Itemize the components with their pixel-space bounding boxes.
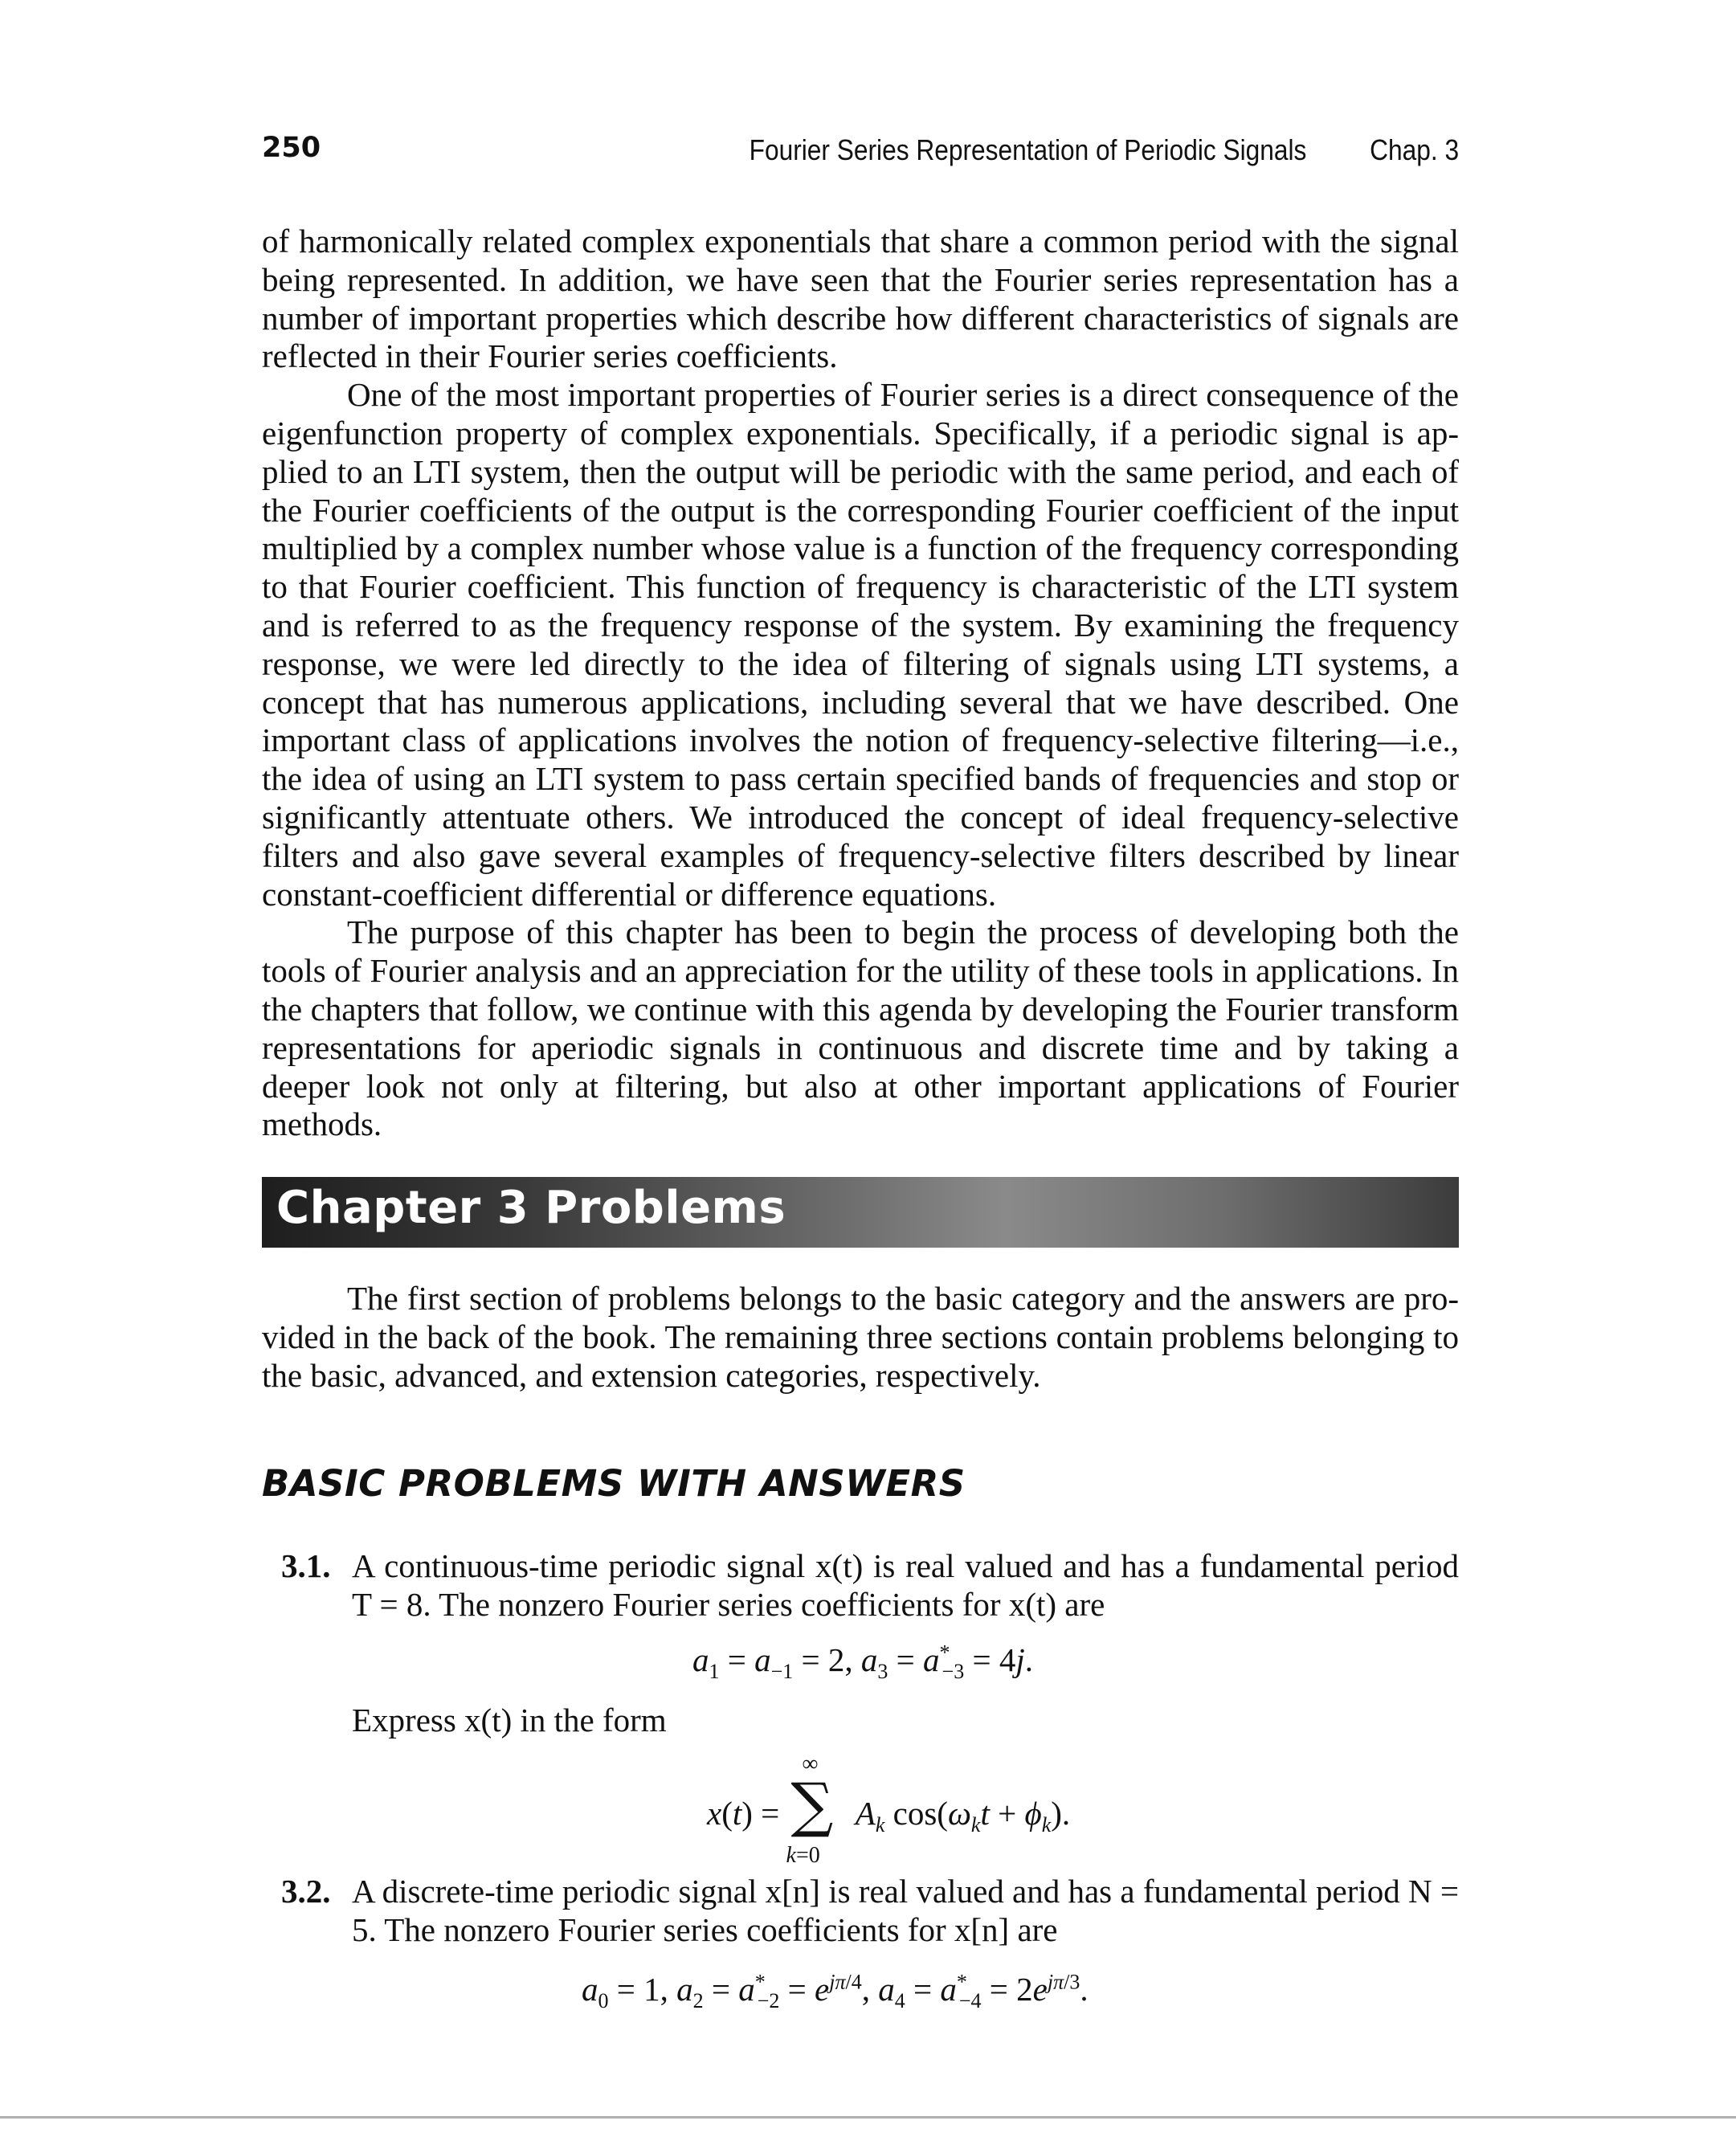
problem-3-1 [262,1547,1459,1624]
summary-text [262,223,1459,1144]
paragraph-1: of harmonically related complex exponentials that share a common period with the signal being represented. In addition, we have seen that the Fourier series representation has a number of important properties which describe how different characteristics of signals are reflected in their Fourier series coefficients. [262,223,1459,375]
problem-instruction: Express x(t) in the form [352,1702,667,1739]
problem-number: 3.2. [281,1873,331,1910]
running-chapter: Chap. 3 [1370,133,1459,166]
equation-coefficients-3-2: $a_0 = 1$, $a_2 = a^*_{-2} = e^{j\pi/4}$, $a_4 = a^*_{-4} = 2e^{j\pi/3}$. [582,1970,1089,2013]
chapter-problems-banner [262,1177,1459,1248]
page-number: 250 [262,132,321,164]
running-title: Fourier Series Representation of Periodic Signals [749,133,1306,166]
problem-text: A continuous-time periodic signal x(t) is real valued and has a fundamental period T = 8. The nonzero Fourier series coefficients for x(t) are [352,1547,1459,1623]
running-header [262,132,1459,172]
problem-number: 3.1. [281,1547,331,1584]
section-heading: BASIC PROBLEMS WITH ANSWERS [262,1462,966,1505]
equation-coefficients-3-1: $a_1 = a_{-1} = 2$, $a_3 = a^*_{-3} = 4j$. [692,1640,1033,1684]
banner-title: Chapter 3 Problems [276,1182,786,1234]
paragraph-2: One of the most important properties of Fourier series is a direct consequence of the eigenfunction property of complex exponentials. Specifically, if a periodic signal is applied to an LTI system, then the output will be periodic with the same period, and each of the Fourier coefficients of the output is the corresponding Fourier coefficient of the input multiplied by a complex number whose value is a function of the frequency corresponding to that Fourier coefficient. This function of frequency is characteristic of the LTI system and is referred to as the frequency response of the system. By examining the frequency response, we were led directly to the idea of filtering of signals using LTI systems, a concept that has numerous applications, including several that we have described. One important class of applications involves the notion of frequency-selective filtering—i.e., the idea of using an LTI system to pass certain specified bands of frequencies and stop or significantly attentuate others. We introduced the concept of ideal frequency-selective filters and also gave several examples of frequency-selective filters described by linear constant-coefficient differential or difference equations. [262,376,1459,913]
paragraph-3: The purpose of this chapter has been to begin the process of developing both the tools of Fourier analysis and an appreciation for the utility of these tools in applications. In the chapters that follow, we continue with this agenda by developing the Fourier transform representations for aperiodic signals in continuous and discrete time and by taking a deeper look not only at filtering, but also at other important applications of Fourier methods. [262,913,1459,1143]
page-bottom-rule [0,2116,1736,2119]
problems-intro [262,1280,1459,1395]
problem-text: A discrete-time periodic signal x[n] is real valued and has a fundamental period N = 5. The nonzero Fourier series coefficients for x[n] are [352,1873,1459,1948]
intro-paragraph: The first section of problems belongs to the basic category and the answers are provided in the back of the book. The remaining three sections contain problems belonging to the basic, advanced, and extension categories, respectively. [262,1280,1459,1394]
equation-fourier-form: x(t) = ∞ ∑ k=0 $A_k$ $\cos(\omega_kt + \phi_k)$. [707,1751,1071,1868]
problem-3-2 [262,1872,1459,1949]
